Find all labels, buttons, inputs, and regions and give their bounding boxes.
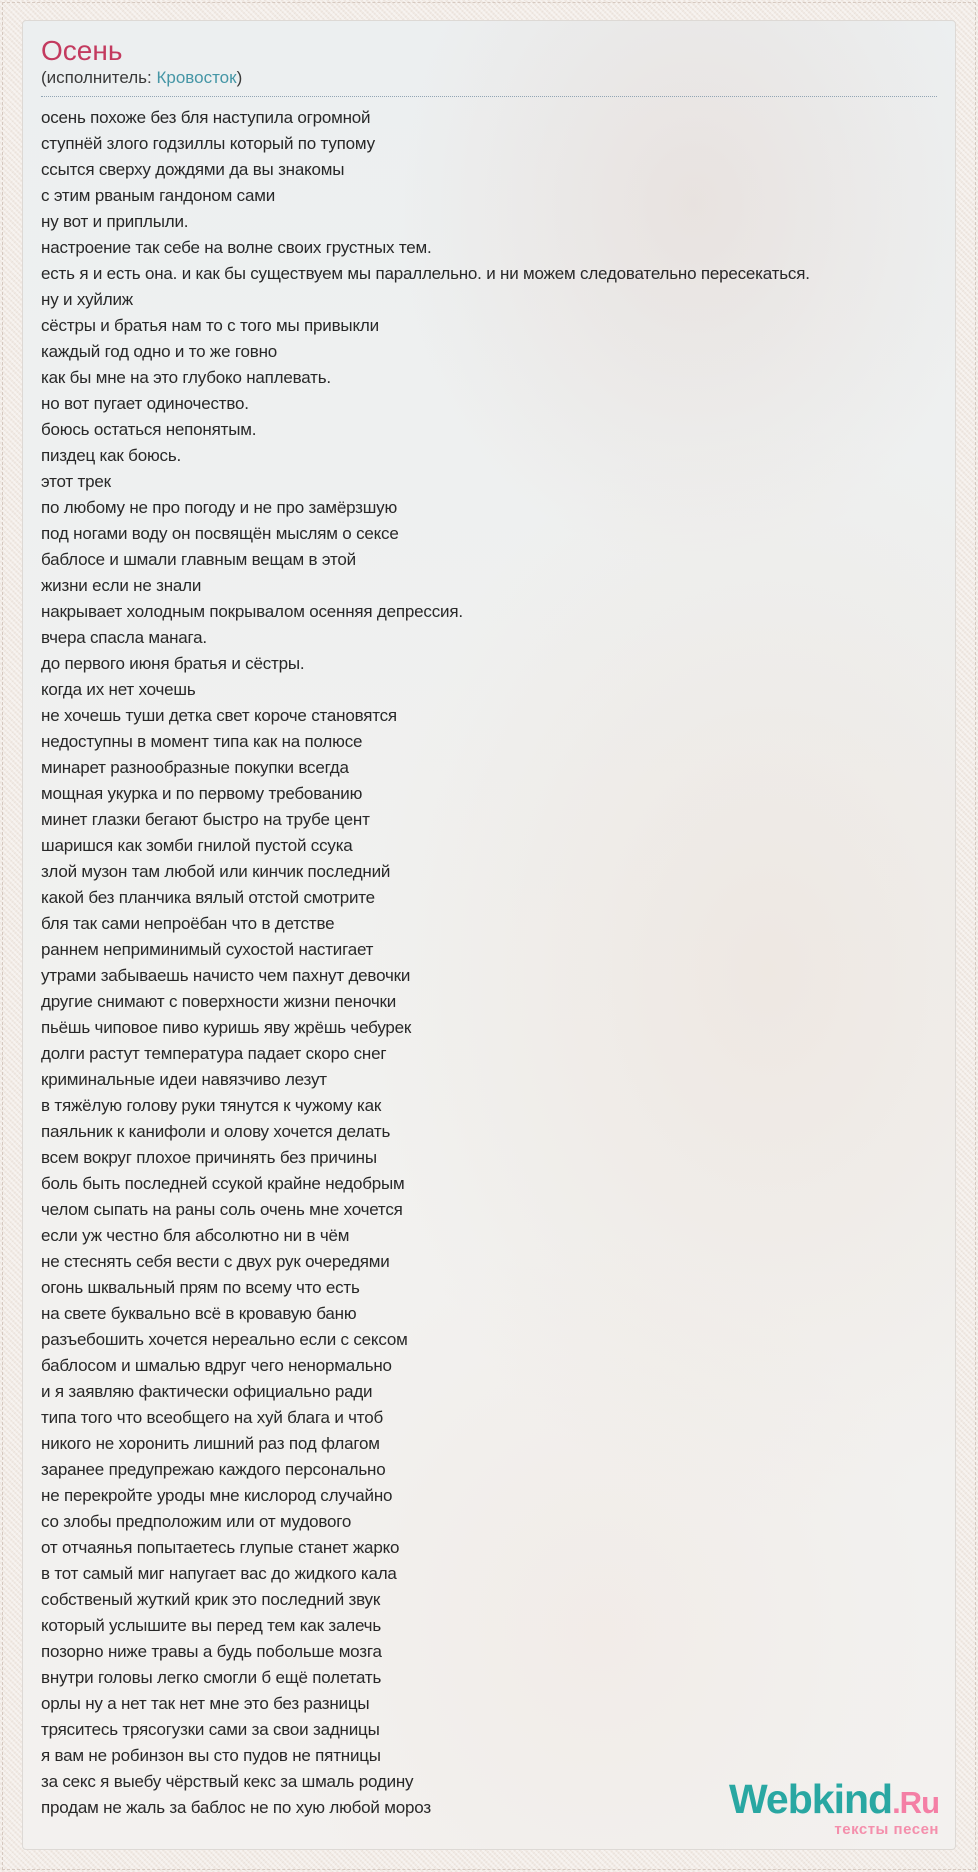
lyric-line: паяльник к канифоли и олову хочется делать (41, 1122, 391, 1141)
artist-prefix: (исполнитель: (41, 68, 157, 87)
lyric-line: в тяжёлую голову руки тянутся к чужому как (41, 1096, 382, 1115)
lyric-line: другие снимают с поверхности жизни пеночки (41, 992, 397, 1011)
lyric-line: не перекройте уроды мне кислород случайно (41, 1486, 393, 1505)
lyric-line: орлы ну а нет так нет мне это без разницы (41, 1694, 370, 1713)
lyric-line: тряситесь трясогузки сами за свои задницы (41, 1720, 380, 1739)
lyrics-text (41, 105, 937, 1821)
lyric-line: недоступны в момент типа как на полюсе (41, 732, 363, 751)
lyric-line: баблосом и шмалью вдруг чего ненормально (41, 1356, 392, 1375)
lyric-line: как бы мне на это глубоко наплевать. (41, 368, 331, 387)
lyric-line: какой без планчика вялый отстой смотрите (41, 888, 375, 907)
artist-suffix: ) (236, 68, 243, 87)
lyric-line: злой музон там любой или кинчик последний (41, 862, 391, 881)
lyric-line: шаришся как зомби гнилой пустой ссука (41, 836, 353, 855)
lyric-line: челом сыпать на раны соль очень мне хочется (41, 1200, 403, 1219)
lyric-line: продам не жаль за баблос не по хую любой мороз (41, 1798, 431, 1817)
lyric-line: за секс я выебу чёрствый кекс за шмаль родину (41, 1772, 414, 1791)
lyric-line: ну вот и приплыли. (41, 212, 189, 231)
lyric-line: боюсь остаться непонятым. (41, 420, 257, 439)
lyric-line: ступнёй злого годзиллы который по тупому (41, 134, 375, 153)
lyric-line: пьёшь чиповое пиво куришь яву жрёшь чебурек (41, 1018, 412, 1037)
lyric-line: разъебошить хочется нереально если с сексом (41, 1330, 408, 1349)
lyric-line: не стеснять себя вести с двух рук очередями (41, 1252, 390, 1271)
lyric-line: от отчаянья попытаетесь глупые станет жарко (41, 1538, 400, 1557)
lyric-line: сёстры и братья нам то с того мы привыкли (41, 316, 379, 335)
webkind-logo-tld: .Ru (892, 1785, 939, 1820)
lyric-line: накрывает холодным покрывалом осенняя депрессия. (41, 602, 463, 621)
lyric-line: если уж честно бля абсолютно ни в чём (41, 1226, 350, 1245)
lyric-line: есть я и есть она. и как бы существуем мы параллельно. и ни можем следовательно пересекаться. (41, 264, 810, 283)
lyric-line: криминальные идеи навязчиво лезут (41, 1070, 327, 1089)
lyric-line: по любому не про погоду и не про замёрзшую (41, 498, 398, 517)
lyric-line: и я заявляю фактически официально ради (41, 1382, 373, 1401)
lyric-line: минет глазки бегают быстро на трубе цент (41, 810, 370, 829)
lyric-line: утрами забываешь начисто чем пахнут девочки (41, 966, 411, 985)
webkind-logo[interactable] (728, 1776, 939, 1838)
lyric-line: внутри головы легко смогли б ещё полетать (41, 1668, 382, 1687)
lyric-line: позорно ниже травы а будь побольше мозга (41, 1642, 382, 1661)
lyric-line: заранее предупрежаю каждого персонально (41, 1460, 386, 1479)
artist-line (41, 67, 937, 97)
lyric-line: мощная укурка и по первому требованию (41, 784, 363, 803)
lyric-line: огонь шквальный прям по всему что есть (41, 1278, 360, 1297)
webkind-logo-name: Webkind (728, 1776, 893, 1822)
lyric-line: каждый год одно и то же говно (41, 342, 278, 361)
lyric-line: не хочешь туши детка свет короче становятся (41, 706, 397, 725)
lyric-line: раннем неприминимый сухостой настигает (41, 940, 374, 959)
lyric-line: боль быть последней ссукой крайне недобрым (41, 1174, 405, 1193)
lyric-line: под ногами воду он посвящён мыслям о сексе (41, 524, 399, 543)
lyric-line: ссытся сверху дождями да вы знакомы (41, 160, 345, 179)
lyric-line: в тот самый миг напугает вас до жидкого кала (41, 1564, 397, 1583)
lyric-line: типа того что всеобщего на хуй блага и чтоб (41, 1408, 383, 1427)
lyric-line: этот трек (41, 472, 111, 491)
lyrics-card (22, 20, 956, 1850)
lyric-line: долги растут температура падает скоро снег (41, 1044, 387, 1063)
lyric-line: минарет разнообразные покупки всегда (41, 758, 349, 777)
lyric-line: жизни если не знали (41, 576, 202, 595)
webkind-logo-tagline: тексты песен (834, 1821, 939, 1838)
lyric-line: никого не хоронить лишний раз под флагом (41, 1434, 380, 1453)
lyric-line: пиздец как боюсь. (41, 446, 182, 465)
webkind-logo-wordmark (728, 1776, 939, 1822)
lyric-line: баблосе и шмали главным вещам в этой (41, 550, 356, 569)
lyric-line: но вот пугает одиночество. (41, 394, 249, 413)
lyric-line: всем вокруг плохое причинять без причины (41, 1148, 377, 1167)
lyric-line: со злобы предположим или от мудового (41, 1512, 352, 1531)
lyric-line: настроение так себе на волне своих грустных тем. (41, 238, 432, 257)
lyric-line: я вам не робинзон вы сто пудов не пятницы (41, 1746, 381, 1765)
artist-link[interactable]: Кровосток (156, 68, 237, 87)
lyric-line: с этим рваным гандоном сами (41, 186, 276, 205)
lyric-line: когда их нет хочешь (41, 680, 196, 699)
lyric-line: вчера спасла манага. (41, 628, 207, 647)
lyric-line: осень похоже без бля наступила огромной (41, 108, 371, 127)
page-title: Осень (41, 35, 123, 66)
lyric-line: до первого июня братья и сёстры. (41, 654, 305, 673)
lyric-line: бля так сами непроёбан что в детстве (41, 914, 335, 933)
lyric-line: на свете буквально всё в кровавую баню (41, 1304, 357, 1323)
lyric-line: собственый жуткий крик это последний звук (41, 1590, 381, 1609)
lyric-line: который услышите вы перед тем как залечь (41, 1616, 381, 1635)
lyric-line: ну и хуйлиж (41, 290, 133, 309)
